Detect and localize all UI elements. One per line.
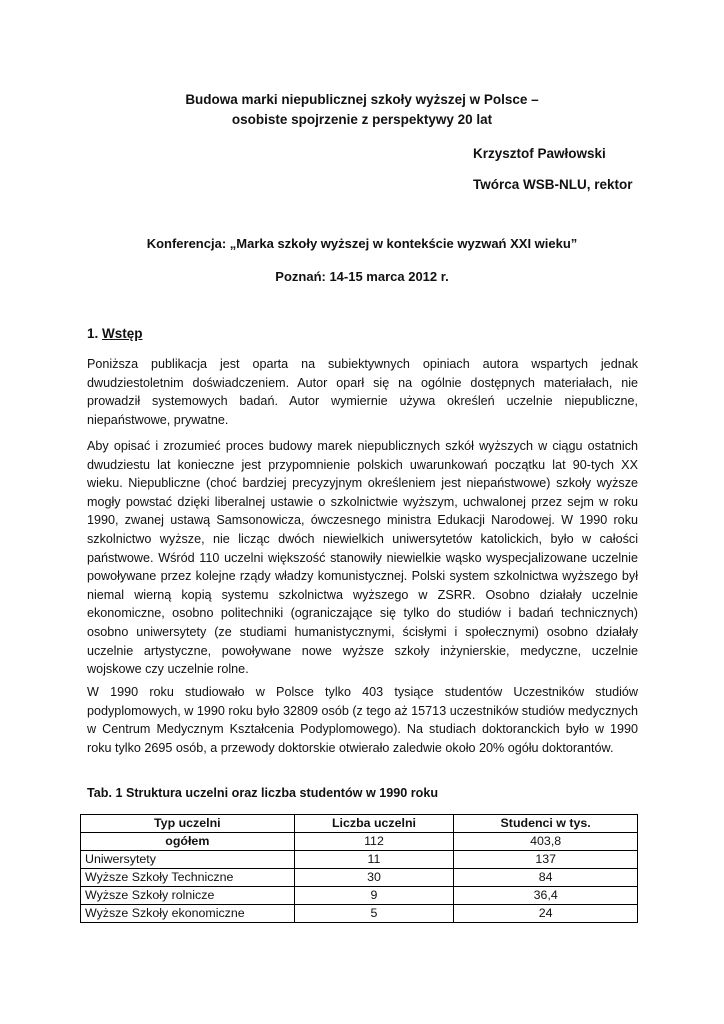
header-students: Studenci w tys. xyxy=(454,815,638,833)
cell-students: 403,8 xyxy=(454,833,638,851)
header-count: Liczba uczelni xyxy=(294,815,454,833)
section-number: 1. xyxy=(87,326,99,341)
title-line-1: Budowa marki niepublicznej szkoły wyższej w Polsce – xyxy=(185,92,539,107)
paragraph-1: Poniższa publikacja jest oparta na subiektywnych opiniach autora wspartych jednak dwudziestoletnim doświadczeniem. Autor oparł się na ogólnie dostępnych materiałach, nie prowadził systemowych badań. Autor wymiernie używa określeń uczelnie niepubliczne, niepaństwowe, prywatne. xyxy=(87,357,638,427)
cell-type: ogółem xyxy=(81,833,295,851)
table-row xyxy=(81,869,638,887)
title-line-2: osobiste spojrzenie z perspektywy 20 lat xyxy=(231,112,493,127)
cell-count: 112 xyxy=(294,833,454,851)
table-row xyxy=(81,905,638,923)
cell-type: Uniwersytety xyxy=(81,851,295,869)
table-row xyxy=(81,851,638,869)
table-row xyxy=(81,833,638,851)
table-caption: Tab. 1 Struktura uczelni oraz liczba studentów w 1990 roku xyxy=(87,786,439,800)
section-heading xyxy=(87,325,143,343)
cell-type: Wyższe Szkoły ekonomiczne xyxy=(81,905,295,923)
author-name: Krzysztof Pawłowski xyxy=(473,146,606,161)
document-title xyxy=(0,90,724,130)
cell-students: 36,4 xyxy=(454,887,638,905)
author-role: Twórca WSB-NLU, rektor xyxy=(473,177,633,192)
conference-place-date: Poznań: 14-15 marca 2012 r. xyxy=(275,269,449,284)
cell-count: 11 xyxy=(294,851,454,869)
cell-students: 84 xyxy=(454,869,638,887)
cell-type: Wyższe Szkoły rolnicze xyxy=(81,887,295,905)
cell-students: 137 xyxy=(454,851,638,869)
cell-count: 5 xyxy=(294,905,454,923)
paragraph-3: W 1990 roku studiowało w Polsce tylko 403 tysiące studentów Uczestników studiów podyplomowych, w 1990 roku było 32809 osób (z tego aż 15713 uczestników studiów medycznych w Centrum Medycznym Kształcenia Podyplomowego). Na studiach doktoranckich było w 1990 roku tylko 2695 osób, a przewody doktorskie otwierało zaledwie około 20% ogółu doktorantów. xyxy=(87,685,638,755)
cell-students: 24 xyxy=(454,905,638,923)
header-type: Typ uczelni xyxy=(81,815,295,833)
conference-name: Konferencja: „Marka szkoły wyższej w kontekście wyzwań XXI wieku” xyxy=(146,236,578,251)
cell-count: 30 xyxy=(294,869,454,887)
table-row xyxy=(81,887,638,905)
cell-count: 9 xyxy=(294,887,454,905)
universities-table xyxy=(80,814,638,923)
table-header-row xyxy=(81,815,638,833)
cell-type: Wyższe Szkoły Techniczne xyxy=(81,869,295,887)
section-title: Wstęp xyxy=(102,326,143,341)
paragraph-2: Aby opisać i zrozumieć proces budowy marek niepublicznych szkół wyższych w ciągu ostatnich dwudziestu lat konieczne jest przypomnienie polskich uwarunkowań początku lat 90-tych XX wieku. Niepubliczne (choć bardziej precyzyjnym określeniem jest niepaństwowe) szkoły wyższe mogły powstać dzięki liberalnej ustawie o szkolnictwie wyższym, uchwalonej przez sejm w roku 1990, zwanej ustawą Samsonowicza, ówczesnego ministra Edukacji Narodowej. W 1990 roku szkolnictwo wyższe, nie licząc dwóch niewielkich uniwersytetów katolickich, było w całości państwowe. Wśród 110 uczelni większość stanowiły niewielkie wąsko wyspecjalizowane uczelnie powoływane przez kolejne rządy władzy komunistycznej. Polski system szkolnictwa wyższego był niemal wierną kopią systemu szkolnictwa wyższego w ZSRR. Osobno działały uczelnie ekonomiczne, osobno politechniki (ograniczające się tylko do studiów i badań technicznych) osobno uniwersytety (ze studiami humanistycznymi, ścisłymi i społecznymi) osobno działały uczelnie artystyczne, powoływane nowe wyższe szkoły inżynierskie, medyczne, uczelnie wojskowe czy uczelnie rolne. xyxy=(87,439,638,677)
